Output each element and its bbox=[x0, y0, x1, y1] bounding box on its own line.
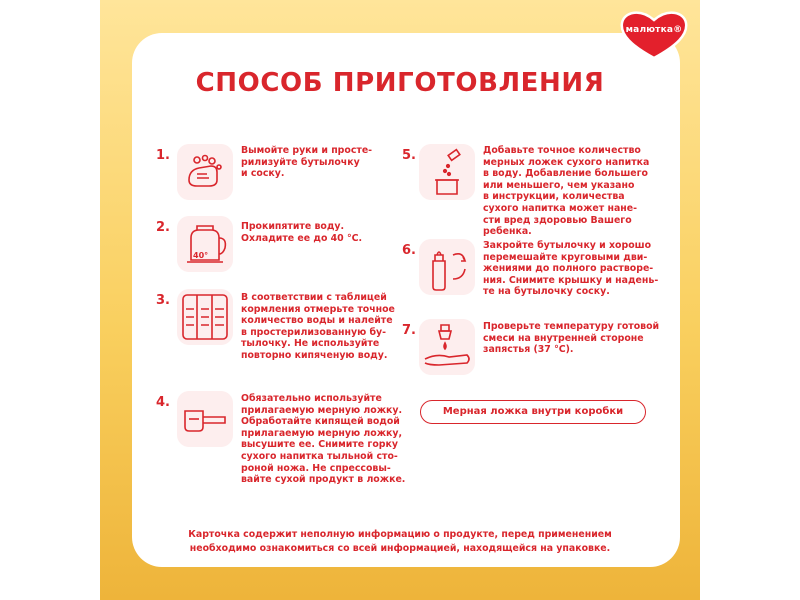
step-7-number: 7. bbox=[402, 323, 416, 338]
step-5-text: Добавьте точное количество мерных ложек сухого напитка в воду. Добавление большего или меньшего, чем указано в инструкции, количества сухого напитка может нане- сти вред здоровью Вашего ребенка. bbox=[483, 145, 650, 238]
step-6-text: Закройте бутылочку и хорошо перемешайте круговыми дви- жениями до полного растворе- ния. Снимите крышку и надень- те на бутылочку соску. bbox=[483, 240, 659, 298]
step-2-text: Прокипятите воду. Охладите ее до 40 °С. bbox=[241, 221, 363, 244]
step-2-number: 2. bbox=[156, 220, 170, 235]
shake-bottle-icon bbox=[419, 239, 475, 295]
disclaimer-footer: Карточка содержит неполную информацию о продукте, перед применением необходимо ознакомиться со всей информацией, находящейся на упаковке. bbox=[188, 529, 612, 554]
step-4-number: 4. bbox=[156, 395, 170, 410]
step-3-text: В соответствии с таблицей кормления отмерьте точное количество воды и налейте в простерилизованную бу- тылочку. Не используйте повторно кипяченую воду. bbox=[241, 292, 395, 361]
brand-logo-text: малютка® bbox=[625, 25, 683, 35]
kettle-icon bbox=[177, 216, 233, 272]
measuring-spoon-icon bbox=[177, 391, 233, 447]
wrist-temperature-icon bbox=[419, 319, 475, 375]
page-title: СПОСОБ ПРИГОТОВЛЕНИЯ bbox=[195, 68, 605, 98]
kettle-temperature-label: 40° bbox=[193, 251, 209, 260]
step-3-number: 3. bbox=[156, 293, 170, 308]
washing-hands-icon bbox=[177, 144, 233, 200]
feeding-table-icon bbox=[177, 289, 233, 345]
step-6-number: 6. bbox=[402, 243, 416, 258]
powder-to-bottle-icon bbox=[419, 144, 475, 200]
measuring-spoon-note: Мерная ложка внутри коробки bbox=[420, 400, 646, 424]
brand-logo bbox=[618, 8, 690, 60]
step-4-text: Обязательно используйте прилагаемую мерную ложку. Обработайте кипящей водой прилагаемую мерную ложку, высушите ее. Снимите горку сухого напитка тыльной сто- роной ножа. Не спрессовы- вайте сухой продукт в ложке. bbox=[241, 393, 406, 486]
step-1-text: Вымойте руки и простe- рилизуйте бутылочку и соску. bbox=[241, 145, 373, 180]
step-1-number: 1. bbox=[156, 148, 170, 163]
step-7-text: Проверьте температуру готовой смеси на внутренней стороне запястья (37 °С). bbox=[483, 321, 660, 356]
step-5-number: 5. bbox=[402, 148, 416, 163]
